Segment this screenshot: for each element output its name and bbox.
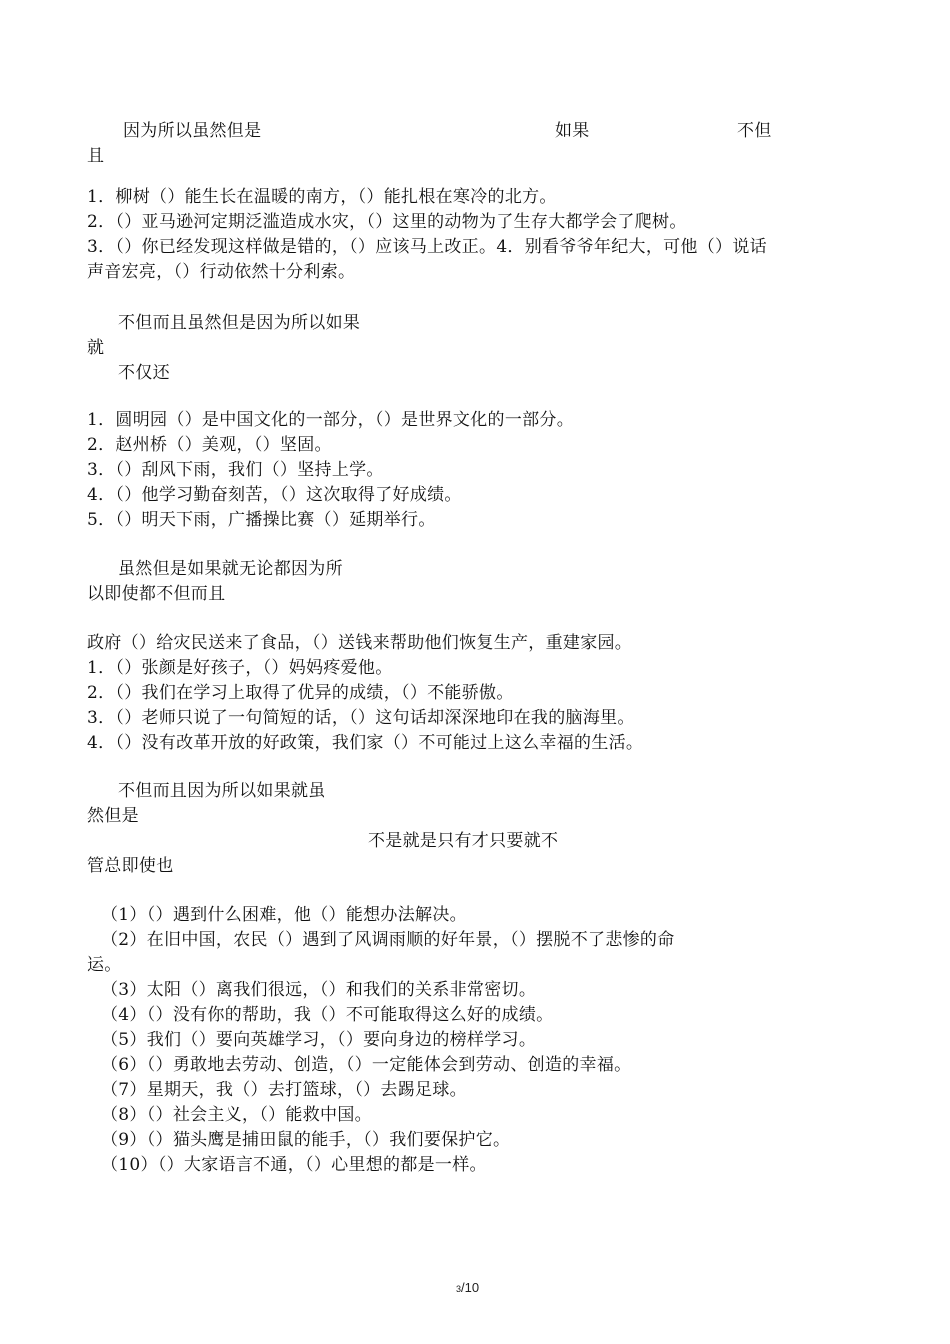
exercise-line: （1）（）遇到什么困难，他（）能想办法解决。 xyxy=(101,905,467,925)
exercise-line: 2．（）亚马逊河定期泛滥造成水灾，（）这里的动物为了生存大都学会了爬树。 xyxy=(87,212,687,232)
word-bank-2: 不仅还 xyxy=(118,363,170,383)
word-bank-1c: 不但 xyxy=(737,121,772,141)
word-bank-1b: 如果 xyxy=(555,121,590,141)
exercise-line: 5．（）明天下雨，广播操比赛（）延期举行。 xyxy=(87,510,436,530)
exercise-line: （7）星期天，我（）去打篮球，（）去踢足球。 xyxy=(101,1080,467,1100)
exercise-line: （8）（）社会主义，（）能救中国。 xyxy=(101,1105,372,1125)
word-bank-1a: 因为所以虽然但是 xyxy=(123,121,262,141)
exercise-line: 3．（）刮风下雨，我们（）坚持上学。 xyxy=(87,460,384,480)
exercise-line: 4．（）没有改革开放的好政策，我们家（）不可能过上这么幸福的生活。 xyxy=(87,733,644,753)
exercise-line: 运。 xyxy=(87,955,122,975)
exercise-line: 2．赵州桥（）美观，（）坚固。 xyxy=(87,435,332,455)
word-bank-4: 管总即使也 xyxy=(87,856,174,876)
page-current: 3 xyxy=(456,1284,462,1294)
exercise-line: （4）（）没有你的帮助，我（）不可能取得这么好的成绩。 xyxy=(101,1005,554,1025)
exercise-line: 1．圆明园（）是中国文化的一部分，（）是世界文化的一部分。 xyxy=(87,410,575,430)
exercise-line: 声音宏亮，（）行动依然十分利索。 xyxy=(87,262,356,282)
word-bank-4: 不但而且因为所以如果就虽 xyxy=(118,781,326,801)
exercise-line: 4．（）他学习勤奋刻苦，（）这次取得了好成绩。 xyxy=(87,485,462,505)
word-bank-3: 虽然但是如果就无论都因为所 xyxy=(118,559,343,579)
word-bank-2: 不但而且虽然但是因为所以如果 xyxy=(118,313,361,333)
exercise-line: 1．柳树（）能生长在温暖的南方，（）能扎根在寒冷的北方。 xyxy=(87,187,557,207)
exercise-line: 政府（）给灾民送来了食品，（）送钱来帮助他们恢复生产，重建家园。 xyxy=(87,633,633,653)
exercise-line: 1．（）张颜是好孩子，（）妈妈疼爱他。 xyxy=(87,658,393,678)
page-number xyxy=(456,1280,479,1295)
exercise-line: （2）在旧中国，农民（）遇到了风调雨顺的好年景，（）摆脱不了悲惨的命 xyxy=(101,930,675,950)
word-bank-4: 不是就是只有才只要就不 xyxy=(368,831,559,851)
word-bank-3: 以即使都不但而且 xyxy=(87,584,226,604)
exercise-line: （5）我们（）要向英雄学习，（）要向身边的榜样学习。 xyxy=(101,1030,537,1050)
exercise-line: （9）（）猫头鹰是捕田鼠的能手，（）我们要保护它。 xyxy=(101,1130,511,1150)
exercise-line: 2．（）我们在学习上取得了优异的成绩，（）不能骄傲。 xyxy=(87,683,514,703)
page-total: /10 xyxy=(461,1280,480,1295)
word-bank-1d: 且 xyxy=(87,146,105,166)
exercise-line: （6）（）勇敢地去劳动、创造，（）一定能体会到劳动、创造的幸福。 xyxy=(101,1055,632,1075)
exercise-line: （3）太阳（）离我们很远，（）和我们的关系非常密切。 xyxy=(101,980,537,1000)
exercise-line: 3．（）老师只说了一句简短的话，（）这句话却深深地印在我的脑海里。 xyxy=(87,708,635,728)
word-bank-4: 然但是 xyxy=(87,806,139,826)
exercise-line: 3．（）你已经发现这样做是错的，（）应该马上改正。4．别看爷爷年纪大，可他（）说话 xyxy=(87,237,767,257)
exercise-line: （10）（）大家语言不通，（）心里想的都是一样。 xyxy=(101,1155,487,1175)
word-bank-2: 就 xyxy=(87,338,105,358)
